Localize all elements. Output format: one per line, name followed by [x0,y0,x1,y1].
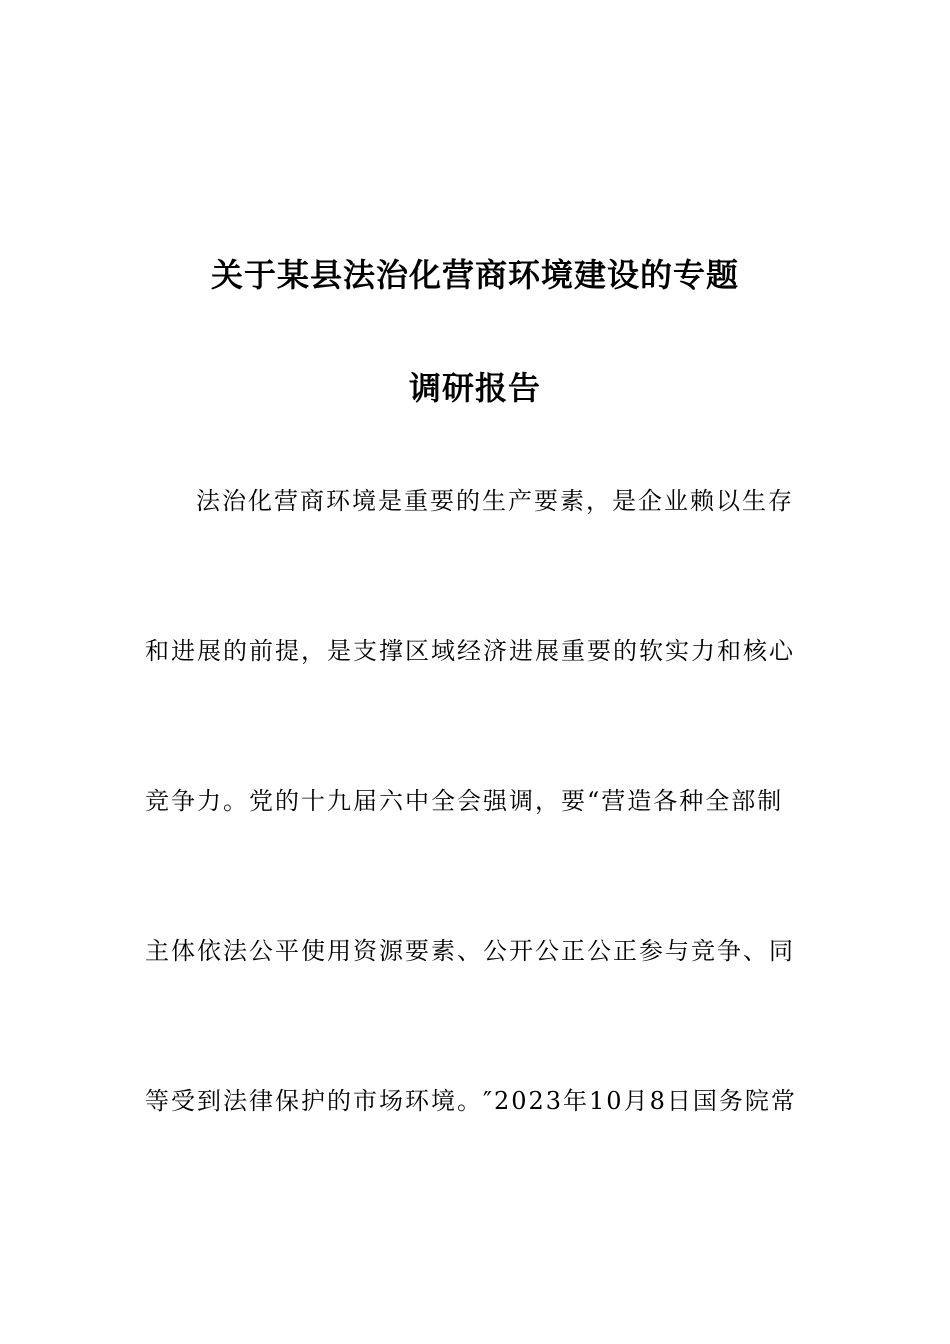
paragraph-line-3: 竞争力。党的十九届六中全会强调，要“营造各种全部制 [145,787,784,815]
document-title-line-2: 调研报告 [408,369,541,407]
document-title-line-1: 关于某县法治化营商环境建设的专题 [210,256,739,294]
paragraph-line-4: 主体依法公平使用资源要素、公开公正公正参与竞争、同 [145,937,795,965]
paragraph-line-1: 法治化营商环境是重要的生产要素，是企业赖以生存 [196,487,794,515]
paragraph-line-2: 和进展的前提，是支撑区域经济进展重要的软实力和核心 [145,637,795,665]
paragraph-line-5: 等受到法律保护的市场环境。″2023年10月8日国务院常 [145,1087,797,1115]
